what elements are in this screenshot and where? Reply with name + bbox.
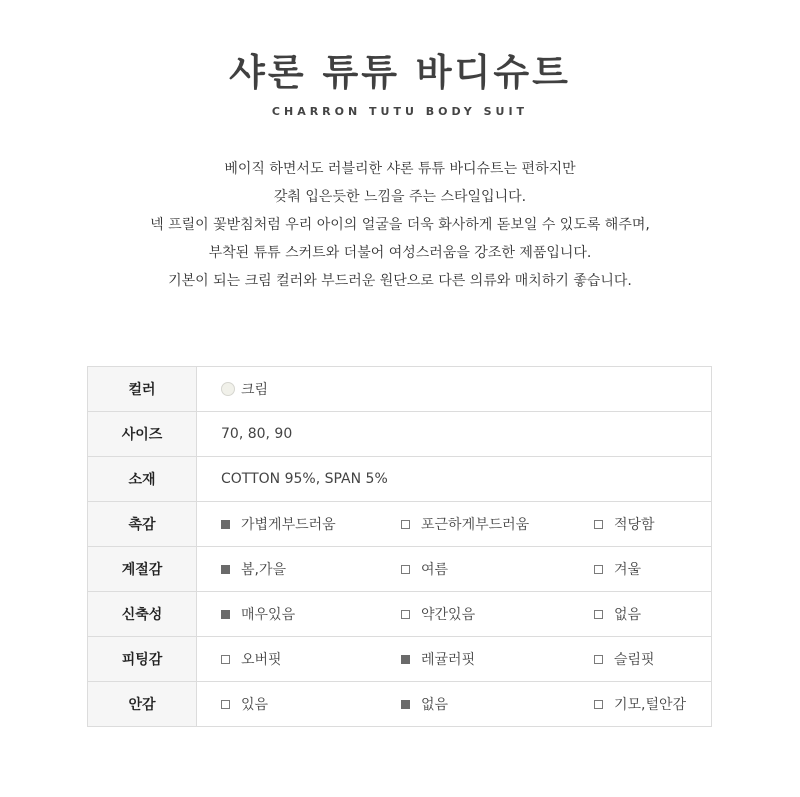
option-label: 있음 (241, 697, 269, 713)
spec-table (87, 366, 712, 727)
spec-option (401, 514, 594, 534)
checkbox-icon (221, 700, 230, 709)
option-label: 매우있음 (241, 607, 296, 623)
spec-options-cell (197, 592, 712, 637)
description-line: 부착된 튜튜 스커트와 더불어 여성스러움을 강조한 제품입니다. (208, 245, 592, 261)
spec-label: 사이즈 (88, 412, 197, 457)
checkbox-icon (401, 610, 410, 619)
checkbox-icon (594, 565, 603, 574)
spec-option (594, 604, 641, 624)
option-label: 겨울 (614, 562, 642, 578)
checkbox-icon (401, 520, 410, 529)
spec-option (221, 604, 401, 624)
checkbox-icon (401, 655, 410, 664)
option-label: 레귤러핏 (421, 652, 476, 668)
checkbox-icon (221, 655, 230, 664)
description-line: 베이직 하면서도 러블리한 샤론 튜튜 바디슈트는 편하지만 (224, 161, 576, 177)
spec-option (594, 559, 641, 579)
spec-label: 신축성 (88, 592, 197, 637)
option-label: 포근하게부드러움 (421, 517, 530, 533)
color-swatch-icon (221, 382, 235, 396)
option-label: 기모,털안감 (614, 697, 687, 713)
spec-label: 안감 (88, 682, 197, 727)
spec-option (401, 604, 594, 624)
spec-option (594, 694, 686, 714)
spec-row-texture (88, 502, 712, 547)
option-label: 적당함 (614, 517, 655, 533)
spec-option (221, 694, 401, 714)
spec-label: 촉감 (88, 502, 197, 547)
option-label: 약간있음 (421, 607, 476, 623)
checkbox-icon (594, 655, 603, 664)
spec-options-cell (197, 682, 712, 727)
product-description (0, 155, 800, 295)
spec-row-size (88, 412, 712, 457)
option-label: 봄,가을 (241, 562, 287, 578)
spec-value: 크림 (241, 382, 269, 398)
spec-label: 계절감 (88, 547, 197, 592)
checkbox-icon (221, 520, 230, 529)
option-label: 슬림핏 (614, 652, 655, 668)
spec-option (401, 694, 594, 714)
spec-row-color (88, 367, 712, 412)
spec-options-cell (197, 637, 712, 682)
spec-option (401, 559, 594, 579)
option-label: 여름 (421, 562, 449, 578)
checkbox-icon (401, 700, 410, 709)
spec-option (221, 559, 401, 579)
checkbox-icon (221, 565, 230, 574)
spec-value: COTTON 95%, SPAN 5% (197, 457, 712, 502)
option-label: 오버핏 (241, 652, 282, 668)
option-label: 없음 (421, 697, 449, 713)
spec-options-cell (197, 547, 712, 592)
spec-label: 소재 (88, 457, 197, 502)
description-line: 기본이 되는 크림 컬러와 부드러운 원단으로 다른 의류와 매치하기 좋습니다. (168, 273, 632, 289)
spec-label: 컬러 (88, 367, 197, 412)
checkbox-icon (401, 565, 410, 574)
spec-option (221, 514, 401, 534)
spec-value-cell (197, 367, 712, 412)
spec-label: 피팅감 (88, 637, 197, 682)
checkbox-icon (221, 610, 230, 619)
spec-option (401, 649, 594, 669)
spec-row-season (88, 547, 712, 592)
checkbox-icon (594, 520, 603, 529)
spec-option (594, 649, 655, 669)
option-label: 가볍게부드러움 (241, 517, 336, 533)
product-subtitle: CHARRON TUTU BODY SUIT (271, 105, 529, 118)
description-line: 갖춰 입은듯한 느낌을 주는 스타일입니다. (273, 189, 527, 205)
spec-row-lining (88, 682, 712, 727)
checkbox-icon (594, 610, 603, 619)
spec-option (594, 514, 655, 534)
checkbox-icon (594, 700, 603, 709)
description-line: 넥 프릴이 꽃받침처럼 우리 아이의 얼굴을 더욱 화사하게 돋보일 수 있도록 해주며, (150, 217, 650, 233)
spec-option (221, 649, 401, 669)
option-label: 없음 (614, 607, 642, 623)
product-title: 샤론 튜튜 바디슈트 (229, 51, 571, 94)
spec-row-stretch (88, 592, 712, 637)
spec-row-fit (88, 637, 712, 682)
spec-options-cell (197, 502, 712, 547)
spec-row-material (88, 457, 712, 502)
spec-value: 70, 80, 90 (197, 412, 712, 457)
